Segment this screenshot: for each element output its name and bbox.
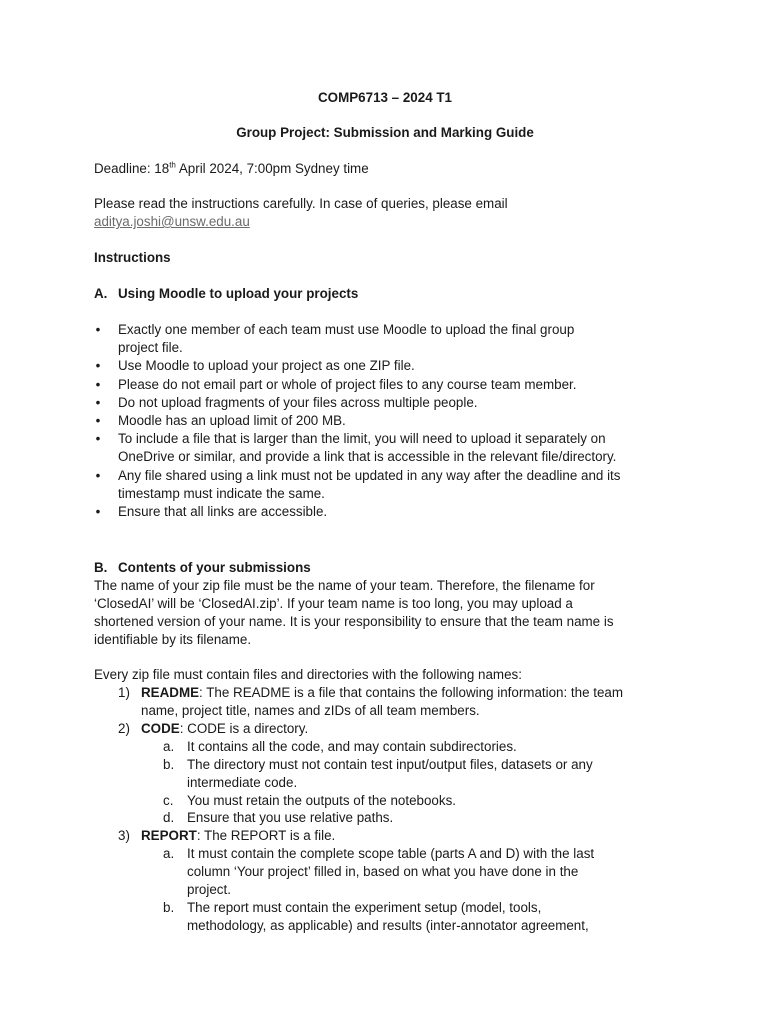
deadline-rest: April 2024, 7:00pm Sydney time [175,161,369,176]
course-title: COMP6713 – 2024 T1 [318,90,452,105]
bullet-text: Moodle has an upload limit of 200 MB. [118,413,346,428]
para1-line: shortened version of your name. It is your responsibility to ensure that the team name is [94,614,614,629]
section-b-marker: B. [94,560,108,575]
subitem-line: intermediate code. [187,775,298,790]
bullet-dot: • [95,431,101,447]
subitem-marker: d. [163,810,175,825]
bullet-dot: • [95,322,101,337]
bullet-dot: • [95,358,101,374]
intro-line: Please read the instructions carefully. In case of queries, please email [94,196,508,211]
subitem-line: column ‘Your project’ filled in, based on what you have done in the [187,864,579,879]
deadline-prefix: Deadline: 18 [94,161,170,176]
item-name: REPORT [141,828,197,843]
item-text: : The REPORT is a file. [196,828,336,843]
subitem-line: project. [187,882,231,897]
bullet-dot: • [95,376,101,392]
subitem-line: Ensure that you use relative paths. [187,810,394,825]
subitem-line: It contains all the code, and may contain subdirectories. [187,739,517,754]
item-continuation: name, project title, names and zIDs of all team members. [141,703,480,718]
item-report [141,827,335,845]
para2-line: Every zip file must contain files and directories with the following names: [94,667,522,682]
item-code [141,720,308,738]
bullet-dot: • [95,394,101,410]
item-name: README [141,685,200,700]
document-subtitle: Group Project: Submission and Marking Guide [236,125,534,140]
email-link[interactable]: aditya.joshi@unsw.edu.au [94,214,250,229]
section-a-heading: Using Moodle to upload your projects [118,286,359,301]
bullet-dot: • [95,467,101,483]
item-number: 1) [118,685,130,700]
bullet-text: Any file shared using a link must not be updated in any way after the deadline and its [118,467,621,483]
instructions-heading: Instructions [94,250,171,265]
subitem-marker: b. [163,757,175,772]
para1-line: ‘ClosedAI’ will be ‘ClosedAI.zip’. If your team name is too long, you may upload a [94,596,573,611]
subitem-line: It must contain the complete scope table (parts A and D) with the last [187,846,595,861]
section-b-heading: Contents of your submissions [118,560,311,575]
item-number: 2) [118,721,130,736]
para1-line: The name of your zip file must be the name of your team. Therefore, the filename for [94,578,595,593]
bullet-text: project file. [118,340,183,356]
bullet-text: To include a file that is larger than the limit, you will need to upload it separately on [118,431,606,447]
para1-line: identifiable by its filename. [94,632,252,647]
bullet-text: Please do not email part or whole of project files to any course team member. [118,376,577,392]
subitem-line: methodology, as applicable) and results (inter-annotator agreement, [187,918,589,933]
section-a-marker: A. [94,286,108,301]
bullet-dot: • [95,504,101,519]
bullet-text: Use Moodle to upload your project as one ZIP file. [118,358,415,374]
subitem-line: You must retain the outputs of the notebooks. [187,793,456,808]
bullet-text: Ensure that all links are accessible. [118,504,328,519]
subitem-marker: a. [163,739,175,754]
item-text: : The README is a file that contains the following information: the team [199,685,624,700]
deadline-ordinal: th [169,160,176,170]
subitem-marker: b. [163,900,175,915]
deadline-line [94,160,369,178]
subitem-line: The directory must not contain test input/output files, datasets or any [187,757,593,772]
subitem-marker: a. [163,846,175,861]
bullet-text: timestamp must indicate the same. [118,485,325,501]
bullet-text: Do not upload fragments of your files across multiple people. [118,394,478,410]
bullet-text: OneDrive or similar, and provide a link that is accessible in the relevant file/directory. [118,449,617,465]
subitem-line: The report must contain the experiment setup (model, tools, [187,900,542,915]
item-number: 3) [118,828,130,843]
item-text: : CODE is a directory. [179,721,309,736]
item-name: CODE [141,721,180,736]
item-readme [141,684,623,702]
subitem-marker: c. [163,793,174,808]
bullet-text: Exactly one member of each team must use Moodle to upload the final group [118,322,575,337]
bullet-dot: • [95,413,101,428]
